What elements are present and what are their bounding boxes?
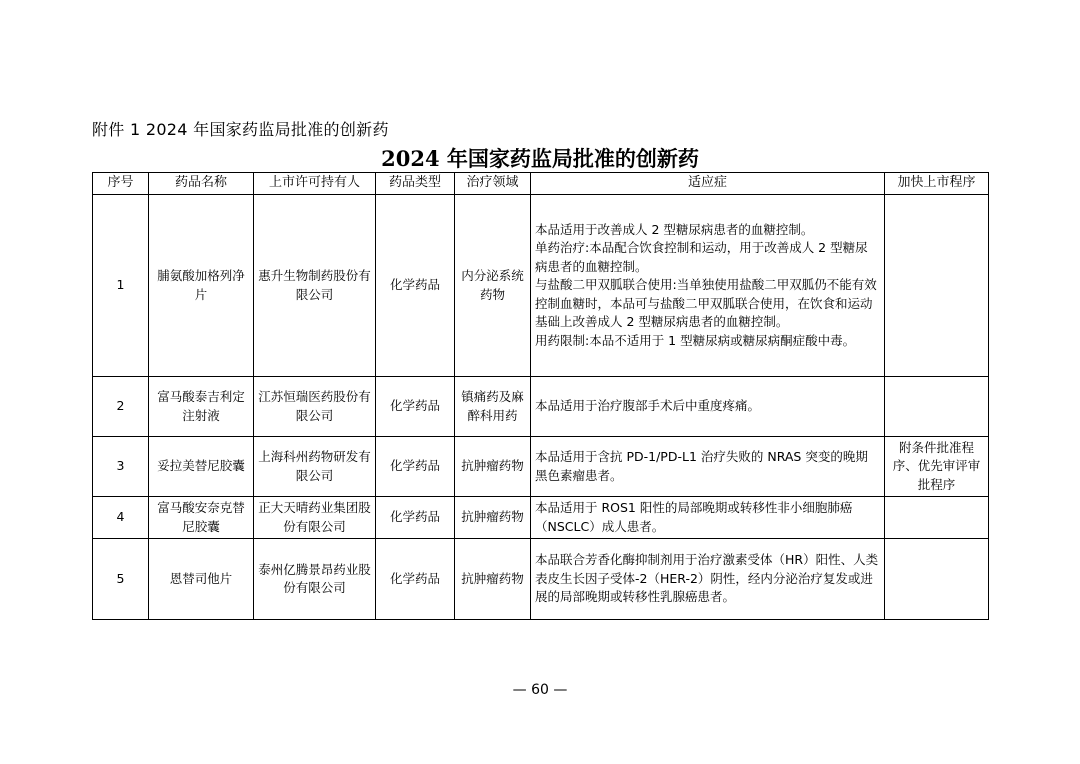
cell-procedure <box>885 539 989 620</box>
cell-therapeutic-area: 抗肿瘤药物 <box>455 437 531 497</box>
table-row <box>93 195 989 377</box>
cell-indication <box>531 195 885 377</box>
header-indication: 适应症 <box>531 173 885 195</box>
indication-line: 本品适用于 ROS1 阳性的局部晚期或转移性非小细胞肺癌（NSCLC）成人患者。 <box>535 500 853 534</box>
innovative-drugs-table <box>92 172 989 620</box>
cell-drug-name: 恩替司他片 <box>149 539 254 620</box>
cell-drug-name: 富马酸安奈克替尼胶囊 <box>149 497 254 539</box>
cell-no: 2 <box>93 377 149 437</box>
cell-holder: 正大天晴药业集团股份有限公司 <box>254 497 376 539</box>
indication-line: 本品适用于治疗腹部手术后中重度疼痛。 <box>535 398 761 414</box>
cell-procedure: 附条件批准程序、优先审评审批程序 <box>885 437 989 497</box>
cell-no: 3 <box>93 437 149 497</box>
page-number: — 60 — <box>512 682 568 698</box>
cell-therapeutic-area: 内分泌系统药物 <box>455 195 531 377</box>
cell-no: 4 <box>93 497 149 539</box>
header-therapeutic-area: 治疗领域 <box>455 173 531 195</box>
cell-drug-name: 妥拉美替尼胶囊 <box>149 437 254 497</box>
cell-therapeutic-area: 抗肿瘤药物 <box>455 539 531 620</box>
cell-therapeutic-area: 抗肿瘤药物 <box>455 497 531 539</box>
header-procedure: 加快上市程序 <box>885 173 989 195</box>
cell-indication <box>531 377 885 437</box>
cell-holder: 泰州亿腾景昂药业股份有限公司 <box>254 539 376 620</box>
cell-drug-type: 化学药品 <box>376 195 455 377</box>
cell-holder: 惠升生物制药股份有限公司 <box>254 195 376 377</box>
cell-therapeutic-area: 镇痛药及麻醉科用药 <box>455 377 531 437</box>
cell-drug-name: 脯氨酸加格列净片 <box>149 195 254 377</box>
cell-procedure <box>885 195 989 377</box>
cell-procedure <box>885 497 989 539</box>
table-header-row <box>93 173 989 195</box>
header-drug-name: 药品名称 <box>149 173 254 195</box>
header-no: 序号 <box>93 173 149 195</box>
cell-holder: 江苏恒瑞医药股份有限公司 <box>254 377 376 437</box>
cell-indication <box>531 539 885 620</box>
cell-holder: 上海科州药物研发有限公司 <box>254 437 376 497</box>
header-drug-type: 药品类型 <box>376 173 455 195</box>
indication-line: 与盐酸二甲双胍联合使用:当单独使用盐酸二甲双胍仍不能有效控制血糖时，本品可与盐酸二甲双胍联合使用，在饮食和运动基础上改善成人 2 型糖尿病患者的血糖控制。 <box>535 277 877 330</box>
attachment-label: 附件 1 2024 年国家药监局批准的创新药 <box>92 120 389 139</box>
cell-no: 1 <box>93 195 149 377</box>
cell-indication <box>531 437 885 497</box>
cell-drug-name: 富马酸泰吉利定注射液 <box>149 377 254 437</box>
table-row <box>93 539 989 620</box>
indication-line: 本品适用于含抗 PD-1/PD-L1 治疗失败的 NRAS 突变的晚期黑色素瘤患者。 <box>535 449 868 483</box>
cell-drug-type: 化学药品 <box>376 437 455 497</box>
indication-line: 本品适用于改善成人 2 型糖尿病患者的血糖控制。 <box>535 221 814 237</box>
indication-line: 本品联合芳香化酶抑制剂用于治疗激素受体（HR）阳性、人类表皮生长因子受体-2（HER-2）阴性，经内分泌治疗复发或进展的局部晚期或转移性乳腺癌患者。 <box>535 552 879 605</box>
header-holder: 上市许可持有人 <box>254 173 376 195</box>
cell-drug-type: 化学药品 <box>376 539 455 620</box>
table-row <box>93 437 989 497</box>
indication-line: 用药限制:本品不适用于 1 型糖尿病或糖尿病酮症酸中毒。 <box>535 332 856 348</box>
cell-drug-type: 化学药品 <box>376 497 455 539</box>
cell-drug-type: 化学药品 <box>376 377 455 437</box>
cell-indication <box>531 497 885 539</box>
cell-no: 5 <box>93 539 149 620</box>
page-title: 2024 年国家药监局批准的创新药 <box>381 146 699 171</box>
table-row <box>93 377 989 437</box>
cell-procedure <box>885 377 989 437</box>
table-row <box>93 497 989 539</box>
indication-line: 单药治疗:本品配合饮食控制和运动，用于改善成人 2 型糖尿病患者的血糖控制。 <box>535 240 868 274</box>
